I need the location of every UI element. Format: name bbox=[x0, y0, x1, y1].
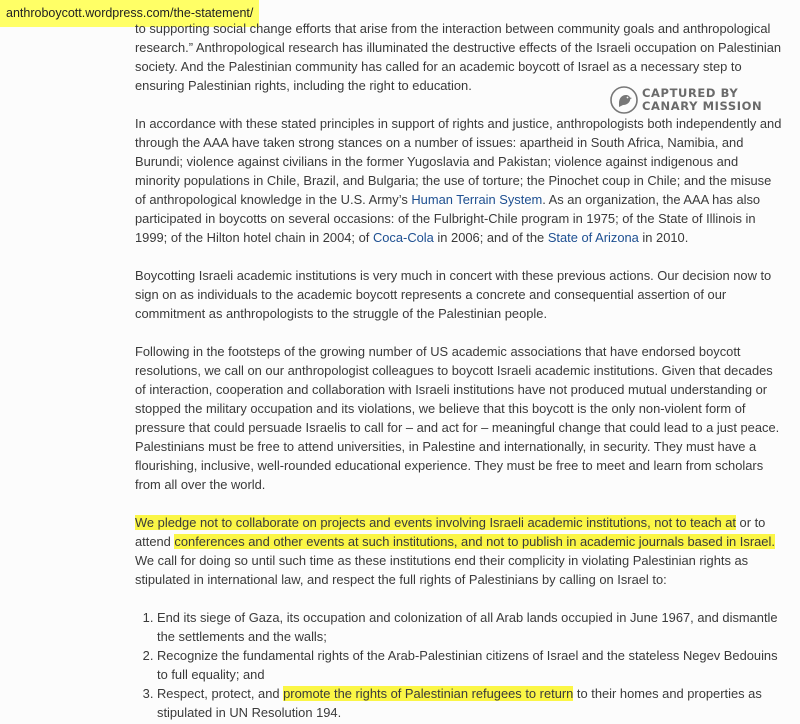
coca-cola-link[interactable]: Coca-Cola bbox=[372, 230, 434, 245]
watermark-line-2: CANARY MISSION bbox=[642, 99, 763, 113]
pledge-highlight-1: We pledge not to collaborate on projects and events involving Israeli academic institutions, not to teach at bbox=[135, 515, 736, 530]
paragraph-stances-text-4: in 2010. bbox=[638, 230, 689, 245]
paragraph-boycott-concert bbox=[135, 266, 785, 323]
list-item bbox=[157, 646, 785, 684]
paragraph-stances-text-2: . As an organization, the AAA has also participated in boycotts on several occasions: of the Fulbright-Chile program in 1975; of the State of Illinois in 1999; of the Hilton hotel chain in 2004; of bbox=[135, 192, 761, 245]
list-item-text: End its siege of Gaza, its occupation and colonization of all Arab lands occupied in June 1967, and dismantle the settlements and the walls; bbox=[157, 610, 778, 644]
paragraph-boycott-concert-text: Boycotting Israeli academic institutions is very much in concert with these previous actions. Our decision now to sign on as individuals to the academic boycott represents a concrete and consequential assertion of our commitment as anthropologists to the struggle of the Palestinian people. bbox=[135, 268, 772, 321]
paragraph-footsteps bbox=[135, 342, 785, 494]
list-item bbox=[157, 684, 785, 722]
watermark-line-1: CAPTURED BY bbox=[642, 86, 739, 100]
canary-bird-icon bbox=[610, 86, 638, 114]
url-text: anthroboycott.wordpress.com/the-statement/ bbox=[6, 6, 254, 20]
human-terrain-system-link[interactable]: Human Terrain System bbox=[411, 192, 543, 207]
pledge-highlight-2: conferences and other events at such institutions, and not to publish in academic journals based in Israel. bbox=[174, 534, 775, 549]
paragraph-pledge bbox=[135, 513, 785, 589]
refugees-highlight: promote the rights of Palestinian refugees to return bbox=[283, 686, 574, 701]
paragraph-footsteps-text: Following in the footsteps of the growing number of US academic associations that have endorsed boycott resolutions, we call on our anthropologist colleagues to boycott Israeli academic institutions. Given that decades of interaction, cooperation and collaboration with Israeli institutions have not produced mutual understanding or stopped the military occupation and its violations, we believe that this boycott is the only non-violent form of pressure that could persuade Israelis to call for – and act for – meaningful change that could lead to a just peace. Palestinians must be free to attend universities, in Palestine and internationally, in security. They must have a flourishing, inclusive, well-rounded educational experience. They must be free to meet and learn from scholars from all over the world. bbox=[135, 344, 780, 492]
paragraph-intro-text: to supporting social change efforts that arise from the interaction between community goals and anthropological research.” Anthropological research has illuminated the destructive effects of the Israeli occupation on Palestinian society. And the Palestinian community has called for an academic boycott of Israel as a necessary step to ensuring Palestinian rights, including the right to education. bbox=[135, 21, 782, 93]
demands-list bbox=[135, 608, 785, 722]
paragraph-intro bbox=[135, 19, 785, 95]
paragraph-stances-text-3: in 2006; and of the bbox=[433, 230, 548, 245]
pledge-text-2: We call for doing so until such time as these institutions end their complicity in violating Palestinian rights as stipulated in international law, and respect the full rights of Palestinians by calling on Israel to: bbox=[135, 553, 749, 587]
canary-mission-watermark bbox=[610, 86, 762, 114]
article-body bbox=[135, 19, 785, 722]
list-item-text-post: to their homes and properties as stipulated in UN Resolution 194. bbox=[157, 686, 762, 720]
list-item-text-pre: Respect, protect, and bbox=[157, 686, 284, 701]
paragraph-stances bbox=[135, 114, 785, 247]
state-of-arizona-link[interactable]: State of Arizona bbox=[547, 230, 639, 245]
list-item bbox=[157, 608, 785, 646]
pledge-text-1: or to attend bbox=[135, 515, 766, 549]
list-item-text: Recognize the fundamental rights of the Arab-Palestinian citizens of Israel and the stateless Negev Bedouins to full equality; and bbox=[157, 648, 778, 682]
paragraph-stances-text-1: In accordance with these stated principles in support of rights and justice, anthropologists both independently and through the AAA have taken strong stances on a number of issues: apartheid in South Africa, Namibia, and Burundi; violence against civilians in the former Yugoslavia and Pakistan; violence against indigenous and minority populations in Chile, Brazil, and Bulgaria; the use of torture; the Pinochet coup in Chile; and the misuse of anthropological knowledge in the U.S. Army’s bbox=[135, 116, 782, 207]
